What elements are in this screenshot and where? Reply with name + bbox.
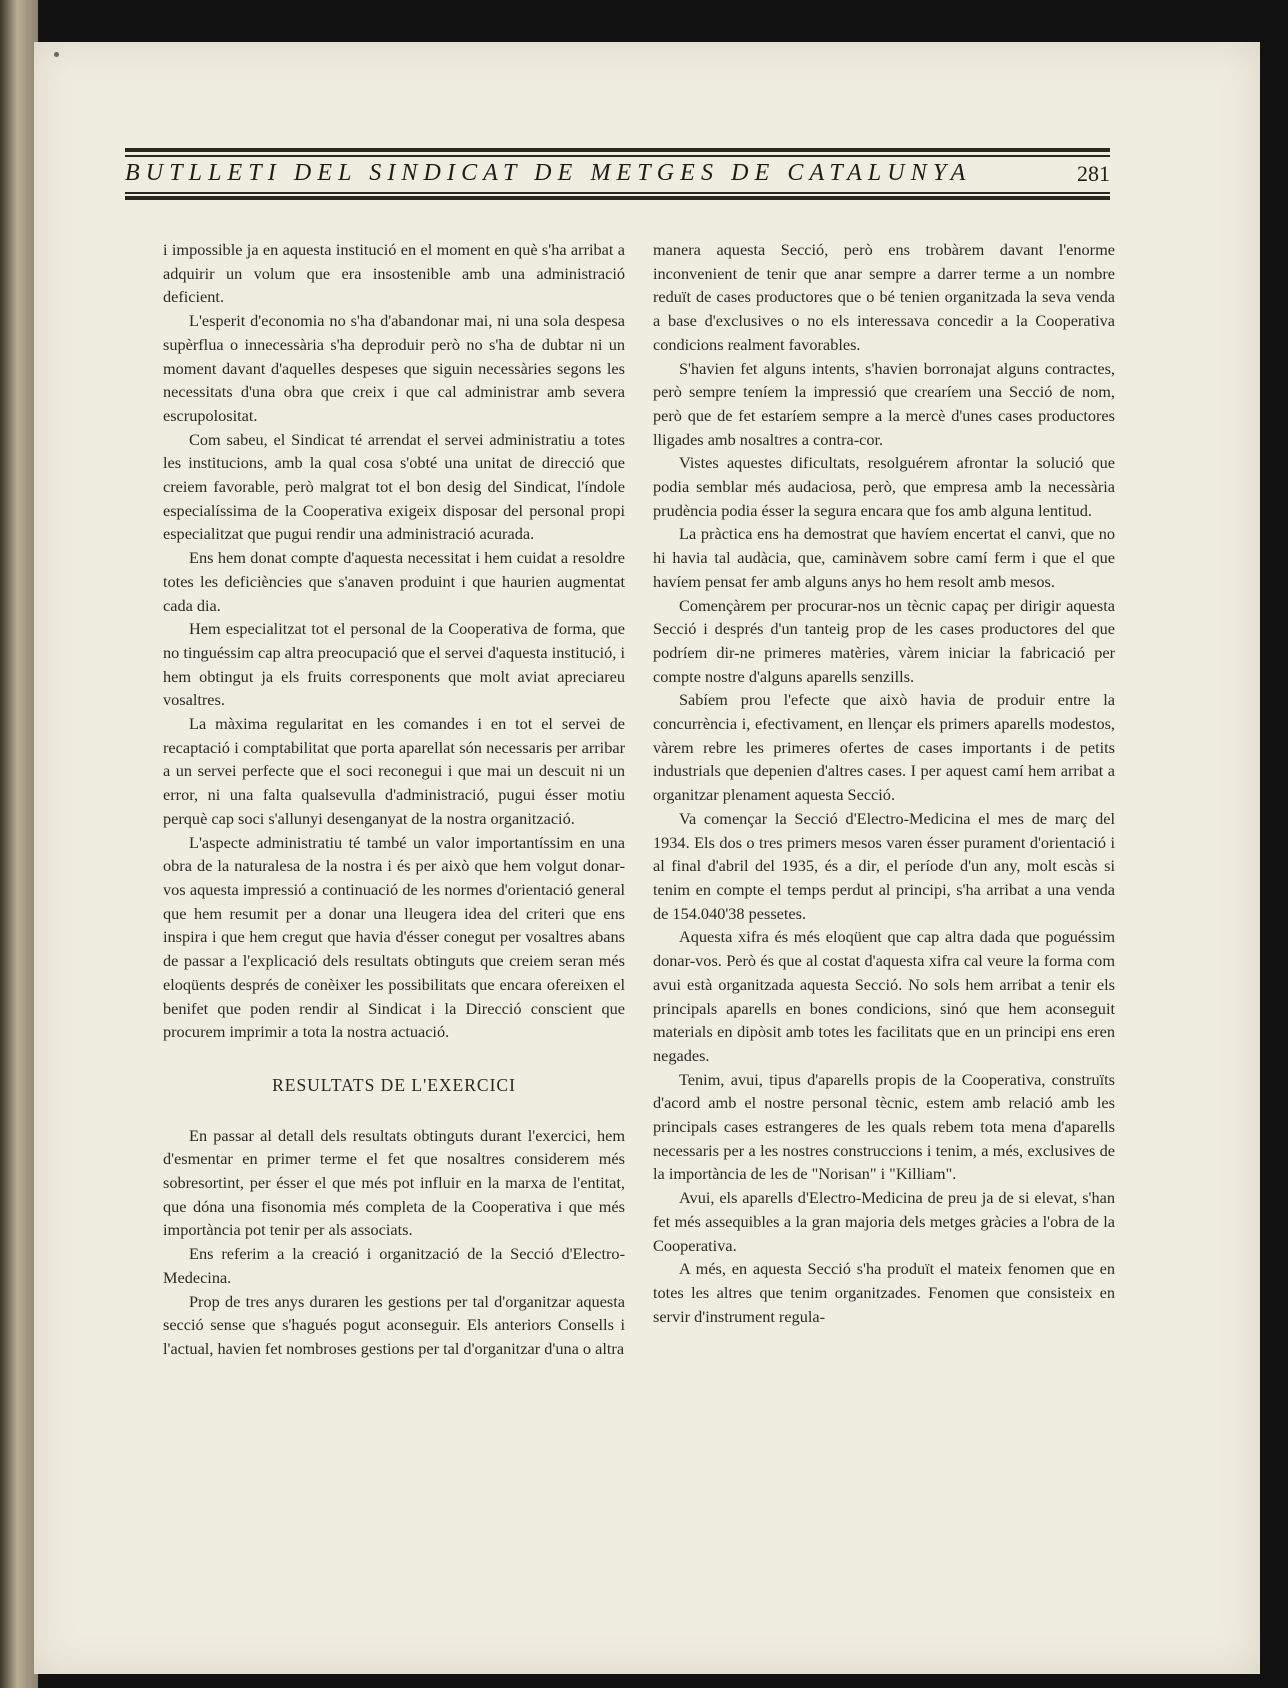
paragraph: Prop de tres anys duraren les gestions per tal d'organitzar aquesta secció sense que s'hagués pogut aconseguir. Els anteriors Consells i l'actual, havien fet nombroses gestions per tal d'organitzar d'una o altra xyxy=(163,1291,625,1358)
paragraph: Sabíem prou l'efecte que això havia de produir entre la concurrència i, efectivament, en llençar els primers aparells modestos, vàrem rebre les primeres ofertes de cases importants i de petits industrials que depenien d'altres cases. I per aquest camí hem arribat a organitzar plenament aquesta Secció. xyxy=(653,690,1115,805)
running-header xyxy=(125,100,1110,200)
section-heading: RESULTATS DE L'EXERCICI xyxy=(272,1074,516,1095)
paragraph: S'havien fet alguns intents, s'havien borronajat alguns contractes, però sempre teníem la impressió que crearíem una Secció de nom, però que de fet estaríem sempre a la mercè d'unes cases productores lligades amb nosaltres a contra-cor. xyxy=(653,358,1115,449)
paragraph: L'esperit d'economia no s'ha d'abandonar mai, ni una sola despesa supèrflua o innecessària s'ha deproduir però no s'ha de dubtar ni un moment davant d'aquelles despeses que siguin necessàries segons les necessitats d'una obra que creix i que cal administrar amb severa escrupolositat. xyxy=(163,311,625,425)
header-rule-bottom-thin xyxy=(125,192,1110,194)
paragraph: Ens hem donat compte d'aquesta necessitat i hem cuidat a resoldre totes les deficiències que s'anaven produint i que haurien augmentat cada dia. xyxy=(163,548,625,615)
header-rule-top-thin xyxy=(125,155,1110,157)
paragraph: L'aspecte administratiu té també un valor importantíssim en una obra de la naturalesa de la nostra i és per això que hem volgut donar-vos aquesta impressió a continuació de les normes d'orientació general que hem resumit per a donar una lleugera idea del criteri que ens inspira i que hem cregut que havia d'ésser conegut per vosaltres abans de passar a l'explicació dels resultats obtinguts que creiem seran més eloqüents després de conèixer les possibilitats que encara ofereixen el benifet que poden rendir al Sindicat i la Direcció conscient que procurem imprimir a tota la nostra actuació. xyxy=(163,832,625,1042)
paragraph: Tenim, avui, tipus d'aparells propis de la Cooperativa, construïts d'acord amb el nostre personal tècnic, estem amb relació amb les principals cases estrangeres de les quals rebem tota mena d'aparells necessaris per a les nostres construccions i tenim, a més, exclusives de la importància de les de "Norisan" i "Killiam". xyxy=(653,1069,1115,1184)
paragraph: Vistes aquestes dificultats, resolguérem afrontar la solució que podia semblar més audaciosa, però, que empresa amb la necessària prudència podia ésser la segura encara que fos amb alguna lentitud. xyxy=(653,453,1115,520)
left-column xyxy=(163,238,625,1361)
paragraph: i impossible ja en aquesta institució en el moment en què s'ha arribat a adquirir un volum que era insostenible amb una administració deficient. xyxy=(163,240,625,307)
paragraph: Com sabeu, el Sindicat té arrendat el servei administratiu a totes les institucions, amb la qual cosa s'obté una unitat de direcció que creiem favorable, però malgrat tot el bon desig del Sindicat, l'índole especialíssima de la Cooperativa exigeix disposar del personal propi especialitzat que pugui rendir una administració acurada. xyxy=(163,429,625,544)
paragraph: Començàrem per procurar-nos un tècnic capaç per dirigir aquesta Secció i després d'un tanteig prop de les cases productores del que podríem dir-ne primeres matèries, vàrem iniciar la fabricació per compte nostre d'alguns aparells senzills. xyxy=(653,595,1115,686)
paragraph: Avui, els aparells d'Electro-Medicina de preu ja de si elevat, s'han fet més assequibles a la gran majoria dels metges gràcies a l'obra de la Cooperativa. xyxy=(653,1188,1115,1255)
paragraph: Va començar la Secció d'Electro-Medicina el mes de març del 1934. Els dos o tres primers mesos varen ésser purament d'orientació i al final d'abril del 1935, és a dir, el període d'un any, molt escàs si tenim en compte el temps perdut al principi, s'ha arribat a una venda de 154.040'38 pessetes. xyxy=(653,808,1115,923)
journal-title: BUTLLETI DEL SINDICAT DE METGES DE CATALUNYA xyxy=(125,160,972,186)
header-rule-bottom-thick xyxy=(125,196,1110,200)
paragraph: La pràctica ens ha demostrat que havíem encertat el canvi, que no hi havia tal audàcia, que, caminàvem sobre camí ferm i que el que havíem pensat fer amb alguns anys ho hem resolt amb mesos. xyxy=(653,524,1115,591)
right-column xyxy=(653,238,1115,1328)
paragraph: manera aquesta Secció, però ens trobàrem davant l'enorme inconvenient de tenir que anar sempre a darrer terme a un nombre reduït de cases productores que o bé tenien organitzada la seva venda a base d'exclusives o no els interessava concedir a la Cooperativa condicions realment favorables. xyxy=(653,240,1115,354)
paragraph: Aquesta xifra és més eloqüent que cap altra dada que poguéssim donar-vos. Però és que al costat d'aquesta xifra cal veure la forma com avui està organitzada aquesta Secció. No sols hem arribat a tenir els principals aparells en bones condicions, sinó que hem aconseguit materials en dipòsit amb totes les facilitats que en un principi ens eren negades. xyxy=(653,927,1115,1065)
ink-speck xyxy=(54,52,59,57)
paragraph: Ens referim a la creació i organització de la Secció d'Electro-Medecina. xyxy=(163,1244,625,1287)
paragraph: La màxima regularitat en les comandes i en tot el servei de recaptació i comptabilitat que porta aparellat són necessaris per arribar a un servei perfecte que el soci reconegui i que mai un descuit ni un error, ni una falta qualsevulla d'administració, pugui ésser motiu perquè cap soci s'allunyi desenganyat de la nostra organització. xyxy=(163,714,625,828)
page-number: 281 xyxy=(1077,161,1110,186)
header-rule-top-thick xyxy=(125,148,1110,152)
book-binding-edge xyxy=(0,0,38,1688)
paragraph: Hem especialitzat tot el personal de la Cooperativa de forma, que no tinguéssim cap altra preocupació que el servei d'aquesta institució, i hem obtingut ja els fruits corresponents que molt aviat apreciareu vosaltres. xyxy=(163,619,625,710)
paragraph: En passar al detall dels resultats obtinguts durant l'exercici, hem d'esmentar en primer terme el fet que nosaltres considerem més sobresortint, per ésser el que més pot influir en la marxa de l'entitat, que dóna una fisonomia més completa de la Cooperativa i que més importància pot tenir per als associats. xyxy=(163,1125,625,1240)
paragraph: A més, en aquesta Secció s'ha produït el mateix fenomen que en totes les altres que tenim organitzades. Fenomen que consisteix en servir d'instrument regula- xyxy=(653,1259,1115,1326)
